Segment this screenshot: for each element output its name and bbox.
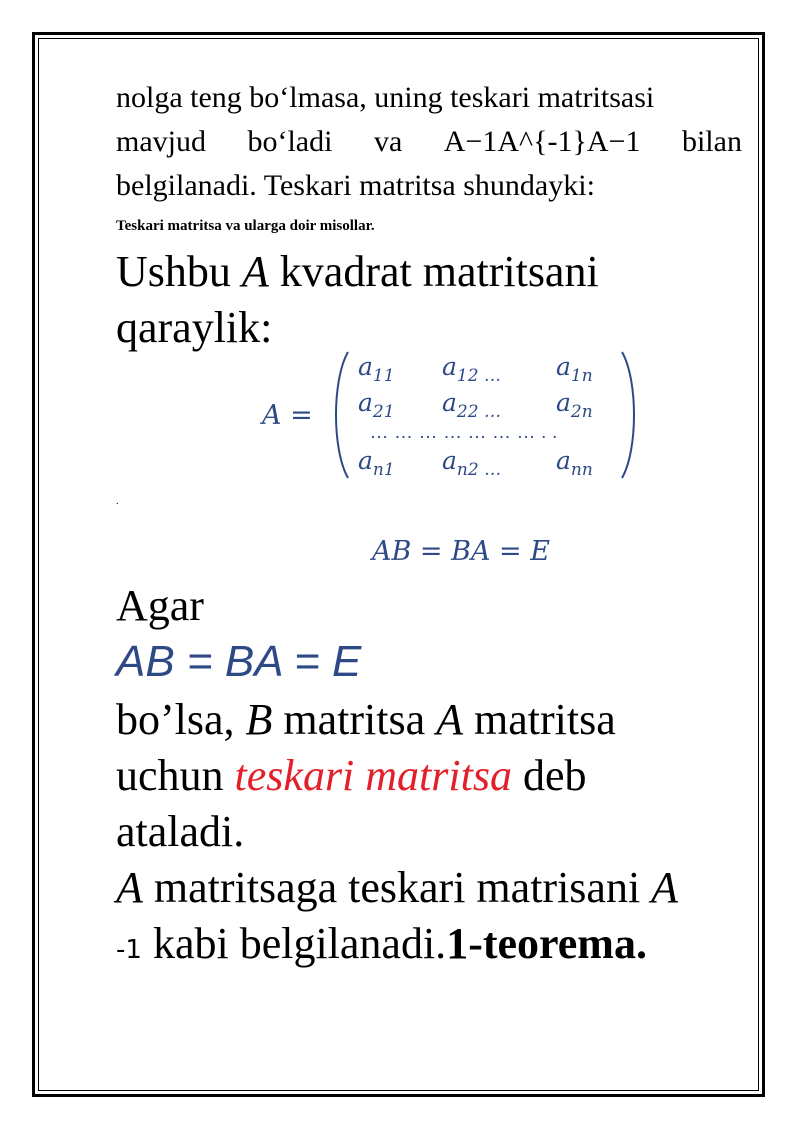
intro-word: mavjud [116, 125, 206, 158]
matrix-cell: $a_{21}$ [358, 388, 395, 422]
matrix-formula [262, 350, 642, 480]
intro-inline-formula: A−1A^{-1}A−1 [443, 125, 641, 158]
intro-line-3: belgilanadi. Teskari matritsa shundayki: [116, 169, 595, 202]
para2-line-4: uchun teskari matritsa deb [116, 751, 587, 800]
matrix-cell: $a_{12 \dots}$ [442, 352, 501, 386]
para2-line-7: -1 kabi belgilanadi.1-teorema. [116, 919, 647, 968]
matrix-cell: $a_{22 \dots}$ [442, 388, 501, 422]
text-span: Ushbu [116, 247, 242, 296]
text-span: kvadrat matritsani [268, 247, 599, 296]
matrix-cell: $a_{n2 \dots}$ [442, 446, 502, 480]
para2-line-5: ataladi. [116, 807, 245, 856]
matrix-label: A = [262, 400, 313, 431]
highlight-term: teskari matritsa [234, 751, 512, 800]
superscript-minus-one: -1 [116, 935, 142, 965]
section-heading: Teskari matritsa va ularga doir misollar. [116, 218, 375, 234]
matrix-cell: $a_{n1}$ [358, 446, 395, 480]
para2-line-3: bo’lsa, B matritsa A matritsa [116, 695, 616, 744]
matrix-cell: $a_{11}$ [358, 352, 395, 386]
para1-line-2: qaraylik: [116, 303, 273, 352]
intro-word: bilan [681, 125, 742, 158]
intro-word: va [373, 125, 403, 158]
matrix-cell: $a_{1n}$ [556, 352, 593, 386]
matrix-dots-row: … … … … … … … . . [370, 422, 558, 442]
matrix-cell: $a_{2n}$ [556, 388, 593, 422]
matrix-cell: $a_{nn}$ [556, 446, 593, 480]
display-equation: AB = BA = E [372, 536, 550, 567]
intro-word: bo‘ladi [247, 125, 333, 158]
left-paren-icon [330, 350, 350, 480]
theorem-label: 1-teorema. [446, 919, 647, 968]
intro-line-1: nolga teng bo‘lmasa, uning teskari matritsasi [116, 81, 655, 114]
stray-dot: . [116, 496, 119, 507]
para2-line-6: A matritsaga teskari matrisani A [116, 863, 679, 912]
para1-line-1 [116, 244, 599, 300]
intro-line-2 [116, 120, 742, 164]
right-paren-icon [620, 350, 640, 480]
intro-paragraph [116, 76, 742, 208]
para2-agar: Agar [116, 581, 204, 630]
variable-a: A [241, 247, 269, 296]
para2-equation: AB = BA = E [116, 637, 362, 686]
